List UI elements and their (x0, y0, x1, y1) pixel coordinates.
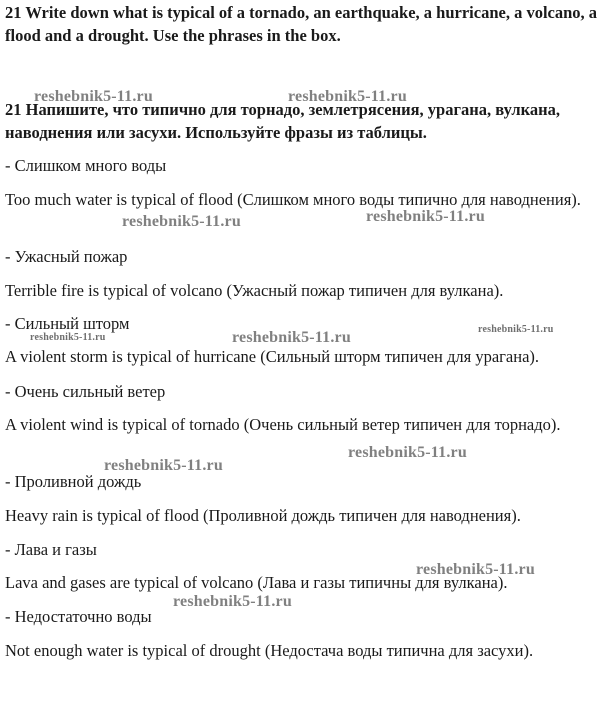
task-english: 21 Write down what is typical of a tornado, an earthquake, a hurricane, a volcano, a flood and a drought. Use the phrases in the box. (5, 3, 598, 45)
phrase-item: - Проливной дождь (5, 472, 142, 491)
watermark: reshebnik5-11.ru (122, 213, 241, 230)
watermark: reshebnik5-11.ru (104, 457, 223, 474)
phrase-item: - Сильный шторм (5, 314, 130, 333)
watermark: reshebnik5-11.ru (34, 88, 153, 105)
phrase-item: - Лава и газы (5, 540, 97, 559)
answer-item: A violent wind is typical of tornado (Очень сильный ветер типичен для торнадо). (5, 415, 561, 434)
answer-item: A violent storm is typical of hurricane (Сильный шторм типичен для урагана). (5, 347, 540, 366)
watermark: reshebnik5-11.ru (288, 88, 407, 105)
phrase-item: - Ужасный пожар (5, 247, 128, 266)
watermark: reshebnik5-11.ru (348, 444, 467, 461)
watermark: reshebnik5-11.ru (173, 593, 292, 610)
task-russian: 21 Напишите, что типично для торнадо, землетрясения, урагана, вулкана, наводнения или засухи. Используйте фразы из таблицы. (5, 100, 561, 142)
answer-item: Too much water is typical of flood (Слишком много воды типично для наводнения). (5, 190, 581, 209)
answer-item: Lava and gases are typical of volcano (Лава и газы типичны для вулкана). (5, 573, 508, 592)
answer-item: Heavy rain is typical of flood (Проливной дождь типичен для наводнения). (5, 506, 521, 525)
watermark: reshebnik5-11.ru (478, 324, 554, 335)
watermark: reshebnik5-11.ru (30, 332, 106, 343)
phrase-item: - Очень сильный ветер (5, 382, 166, 401)
answer-item: Not enough water is typical of drought (Недостача воды типична для засухи). (5, 641, 534, 660)
watermark: reshebnik5-11.ru (366, 208, 485, 225)
phrase-item: - Недостаточно воды (5, 607, 152, 626)
watermark: reshebnik5-11.ru (232, 329, 351, 346)
watermark: reshebnik5-11.ru (416, 561, 535, 578)
answer-item: Terrible fire is typical of volcano (Ужасный пожар типичен для вулкана). (5, 281, 504, 300)
phrase-item: - Слишком много воды (5, 156, 167, 175)
